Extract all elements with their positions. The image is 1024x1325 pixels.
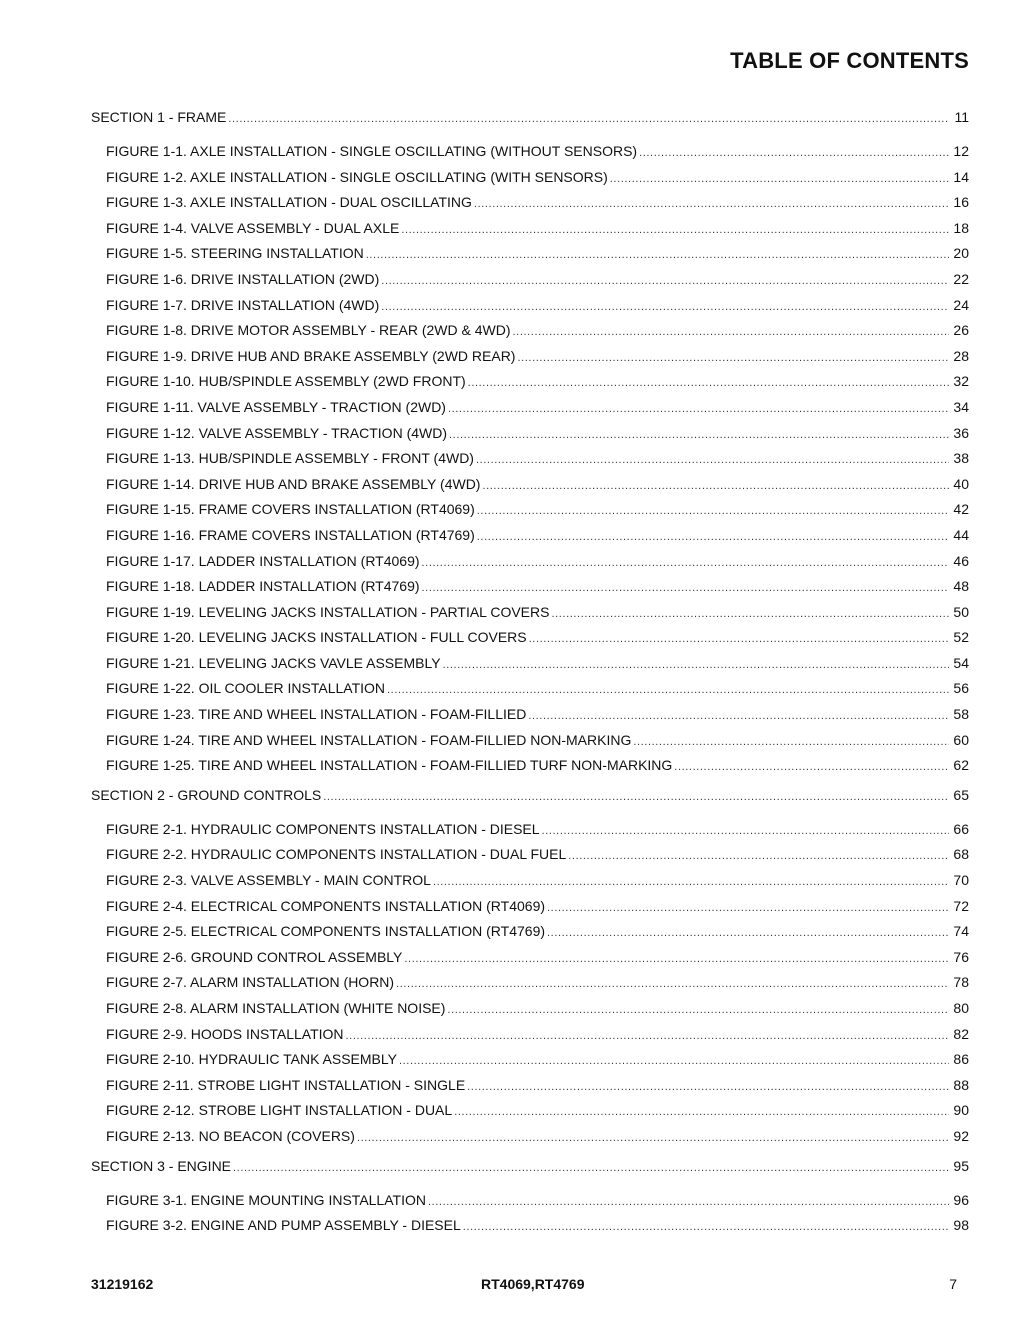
toc-figure-label: FIGURE 2-2. HYDRAULIC COMPONENTS INSTALLATION - DUAL FUEL [106,846,567,863]
toc-figure-entry[interactable] [91,139,969,165]
toc-figure-label: FIGURE 1-1. AXLE INSTALLATION - SINGLE OSCILLATING (WITHOUT SENSORS) [106,143,638,159]
toc-figure-entry[interactable] [91,1098,969,1124]
toc-figure-page: 44 [953,526,969,543]
toc-figure-page: 50 [953,603,969,620]
toc-leader-dots [529,625,949,653]
toc-figure-page: 54 [953,654,969,671]
toc-leader-dots [396,970,949,998]
toc-figure-label: FIGURE 1-2. AXLE INSTALLATION - SINGLE OSCILLATING (WITH SENSORS) [106,168,608,185]
toc-figure-page: 62 [953,757,969,774]
toc-figure-label: FIGURE 1-16. FRAME COVERS INSTALLATION (RT4769) [106,526,475,543]
toc-leader-dots [513,318,949,346]
toc-figure-label: FIGURE 1-5. STEERING INSTALLATION [106,245,364,262]
toc-figure-entry[interactable] [91,293,969,319]
toc-figure-page: 82 [953,1025,969,1042]
toc-section-label: SECTION 2 - GROUND CONTROLS [91,786,322,803]
toc-figure-page: 58 [953,706,969,723]
toc-figure-page: 16 [953,194,969,211]
toc-leader-dots [448,395,949,423]
toc-figure-entry[interactable] [91,574,969,600]
toc-figure-label: FIGURE 1-18. LADDER INSTALLATION (RT4769) [106,578,420,595]
toc-figure-label: FIGURE 2-4. ELECTRICAL COMPONENTS INSTALLATION (RT4069) [106,897,546,914]
toc-leader-dots [517,344,949,372]
toc-figure-entry[interactable] [91,753,969,779]
toc-figure-label: FIGURE 1-10. HUB/SPINDLE ASSEMBLY (2WD FRONT) [106,373,466,390]
toc-leader-dots [477,523,949,551]
toc-figure-page: 92 [953,1127,969,1144]
toc-figure-entry[interactable] [91,549,969,575]
toc-leader-dots [381,293,949,321]
toc-section-label: SECTION 3 - ENGINE [91,1157,232,1174]
toc-figure-entry[interactable] [91,318,969,344]
toc-leader-dots [639,139,949,167]
toc-list [91,105,969,1243]
toc-figure-label: FIGURE 2-5. ELECTRICAL COMPONENTS INSTALLATION (RT4769) [106,923,546,940]
toc-figure-page: 48 [953,578,969,595]
toc-figure-label: FIGURE 1-9. DRIVE HUB AND BRAKE ASSEMBLY (2WD REAR) [106,347,516,364]
toc-figure-entry[interactable] [91,842,969,868]
toc-figure-entry[interactable] [91,970,969,996]
toc-figure-label: FIGURE 1-17. LADDER INSTALLATION (RT4069) [106,552,420,569]
toc-leader-dots [474,190,949,218]
toc-figure-label: FIGURE 1-14. DRIVE HUB AND BRAKE ASSEMBLY (4WD) [106,475,481,492]
toc-figure-label: FIGURE 1-23. TIRE AND WHEEL INSTALLATION - FOAM-FILLIED [106,706,527,723]
toc-figure-page: 70 [953,872,969,889]
toc-figure-page: 98 [953,1217,969,1234]
toc-figure-entry[interactable] [91,344,969,370]
page-title: TABLE OF CONTENTS [730,48,969,73]
toc-figure-label: FIGURE 1-15. FRAME COVERS INSTALLATION (RT4069) [106,501,475,518]
toc-figure-page: 12 [953,143,969,159]
toc-figure-page: 42 [953,501,969,518]
toc-figure-page: 80 [953,1000,969,1016]
toc-figure-label: FIGURE 1-6. DRIVE INSTALLATION (2WD) [106,270,380,287]
footer-doc-number: 31219162 [91,1276,154,1292]
toc-figure-page: 18 [953,219,969,236]
toc-figure-page: 46 [953,552,969,569]
toc-section-entry[interactable] [91,105,969,139]
toc-figure-entry[interactable] [91,216,969,242]
toc-figure-page: 78 [953,974,969,991]
toc-leader-dots [610,165,949,193]
toc-figure-page: 36 [953,424,969,441]
toc-figure-label: FIGURE 1-8. DRIVE MOTOR ASSEMBLY - REAR (2WD & 4WD) [106,322,511,339]
toc-section-page: 65 [953,786,969,803]
toc-leader-dots [449,421,949,449]
toc-leader-dots [447,996,949,1024]
toc-figure-entry[interactable] [91,1213,969,1239]
toc-figure-entry[interactable] [91,1022,969,1048]
toc-figure-page: 22 [953,270,969,287]
toc-figure-entry[interactable] [91,1047,969,1073]
toc-figure-entry[interactable] [91,241,969,267]
toc-figure-label: FIGURE 1-25. TIRE AND WHEEL INSTALLATION - FOAM-FILLIED TURF NON-MARKING [106,757,673,774]
toc-leader-dots [404,945,949,973]
toc-section-page: 95 [953,1157,969,1174]
toc-figure-label: FIGURE 1-13. HUB/SPINDLE ASSEMBLY - FRONT (4WD) [106,450,474,467]
toc-leader-dots [228,105,949,131]
toc-figure-page: 20 [953,245,969,262]
toc-leader-dots [547,919,949,947]
toc-figure-label: FIGURE 3-2. ENGINE AND PUMP ASSEMBLY - DIESEL [106,1217,461,1234]
toc-figure-page: 38 [953,450,969,467]
toc-figure-label: FIGURE 1-24. TIRE AND WHEEL INSTALLATION - FOAM-FILLIED NON-MARKING [106,731,632,748]
toc-figure-entry[interactable] [91,894,969,920]
toc-figure-page: 88 [953,1076,969,1093]
toc-figure-label: FIGURE 2-12. STROBE LIGHT INSTALLATION - DUAL [106,1102,453,1119]
toc-figure-label: FIGURE 2-6. GROUND CONTROL ASSEMBLY [106,948,403,965]
toc-figure-label: FIGURE 1-12. VALVE ASSEMBLY - TRACTION (4WD) [106,424,448,441]
toc-leader-dots [401,216,949,244]
toc-figure-page: 52 [953,629,969,646]
toc-figure-entry[interactable] [91,446,969,472]
toc-figure-entry[interactable] [91,676,969,702]
footer-model: RT4069,RT4769 [481,1276,585,1292]
toc-leader-dots [381,267,949,295]
toc-figure-page: 76 [953,948,969,965]
toc-figure-label: FIGURE 1-20. LEVELING JACKS INSTALLATION - FULL COVERS [106,629,527,646]
toc-leader-dots [477,497,949,525]
toc-leader-dots [467,1073,949,1101]
toc-leader-dots [551,600,949,628]
toc-figure-label: FIGURE 1-7. DRIVE INSTALLATION (4WD) [106,296,380,313]
toc-figure-page: 66 [953,820,969,837]
toc-figure-entry[interactable] [91,190,969,216]
toc-figure-page: 32 [953,373,969,390]
toc-leader-dots [387,676,949,704]
toc-leader-dots [399,1047,949,1075]
toc-figure-entry[interactable] [91,945,969,971]
toc-leader-dots [443,651,949,679]
toc-figure-label: FIGURE 2-7. ALARM INSTALLATION (HORN) [106,974,395,991]
toc-leader-dots [428,1188,949,1216]
toc-figure-page: 90 [953,1102,969,1119]
toc-leader-dots [323,783,949,809]
toc-leader-dots [454,1098,949,1126]
toc-leader-dots [476,446,949,474]
toc-figure-label: FIGURE 2-1. HYDRAULIC COMPONENTS INSTALLATION - DIESEL [106,820,540,837]
toc-figure-entry[interactable] [91,497,969,523]
toc-figure-entry[interactable] [91,817,969,843]
toc-figure-label: FIGURE 2-13. NO BEACON (COVERS) [106,1127,355,1144]
toc-figure-label: FIGURE 2-10. HYDRAULIC TANK ASSEMBLY [106,1051,397,1068]
toc-figure-entry[interactable] [91,165,969,191]
toc-figure-entry[interactable] [91,369,969,395]
toc-figure-entry[interactable] [91,1073,969,1099]
toc-figure-label: FIGURE 3-1. ENGINE MOUNTING INSTALLATION [106,1191,426,1208]
toc-leader-dots [528,702,949,730]
toc-figure-entry[interactable] [91,523,969,549]
toc-figure-label: FIGURE 1-3. AXLE INSTALLATION - DUAL OSCILLATING [106,194,472,211]
toc-leader-dots [568,842,949,870]
toc-section-entry[interactable] [91,783,969,817]
toc-figure-page: 72 [953,897,969,914]
toc-figure-label: FIGURE 1-11. VALVE ASSEMBLY - TRACTION (2WD) [106,398,446,415]
toc-figure-page: 60 [953,731,969,748]
toc-figure-entry[interactable] [91,395,969,421]
toc-figure-page: 68 [953,846,969,863]
toc-section-entry[interactable] [91,1154,969,1188]
toc-leader-dots [468,369,949,397]
toc-leader-dots [422,549,949,577]
toc-figure-label: FIGURE 2-9. HOODS INSTALLATION [106,1025,344,1042]
toc-leader-dots [482,472,949,500]
toc-section-label: SECTION 1 - FRAME [91,109,227,125]
toc-figure-entry[interactable] [91,919,969,945]
toc-figure-page: 28 [953,347,969,364]
toc-leader-dots [433,868,949,896]
toc-figure-label: FIGURE 2-8. ALARM INSTALLATION (WHITE NOISE) [106,1000,446,1016]
toc-figure-label: FIGURE 2-3. VALVE ASSEMBLY - MAIN CONTROL [106,872,431,889]
toc-leader-dots [233,1154,949,1180]
toc-figure-entry[interactable] [91,996,969,1022]
toc-leader-dots [357,1124,949,1152]
toc-figure-page: 26 [953,322,969,339]
toc-figure-label: FIGURE 1-21. LEVELING JACKS VAVLE ASSEMBLY [106,654,441,671]
toc-leader-dots [463,1213,949,1241]
toc-leader-dots [547,894,949,922]
toc-figure-label: FIGURE 1-19. LEVELING JACKS INSTALLATION - PARTIAL COVERS [106,603,550,620]
toc-leader-dots [366,241,949,269]
footer-page-number: 7 [949,1276,957,1292]
toc-figure-page: 56 [953,680,969,697]
toc-figure-label: FIGURE 1-22. OIL COOLER INSTALLATION [106,680,386,697]
toc-figure-entry[interactable] [91,267,969,293]
toc-figure-entry[interactable] [91,421,969,447]
toc-figure-entry[interactable] [91,625,969,651]
toc-figure-page: 34 [953,398,969,415]
toc-figure-page: 96 [953,1191,969,1208]
toc-figure-page: 14 [953,168,969,185]
toc-figure-label: FIGURE 2-11. STROBE LIGHT INSTALLATION - SINGLE [106,1076,466,1093]
toc-figure-page: 40 [953,475,969,492]
toc-figure-entry[interactable] [91,1188,969,1214]
toc-section-page: 11 [954,109,969,125]
toc-leader-dots [422,574,949,602]
toc-figure-entry[interactable] [91,600,969,626]
toc-leader-dots [542,817,949,845]
toc-figure-page: 74 [953,923,969,940]
toc-figure-entry[interactable] [91,868,969,894]
toc-leader-dots [633,728,949,756]
toc-figure-label: FIGURE 1-4. VALVE ASSEMBLY - DUAL AXLE [106,219,400,236]
toc-figure-entry[interactable] [91,1124,969,1150]
toc-leader-dots [674,753,949,781]
toc-figure-entry[interactable] [91,472,969,498]
toc-figure-entry[interactable] [91,728,969,754]
toc-leader-dots [346,1022,949,1050]
toc-figure-page: 86 [953,1051,969,1068]
toc-figure-page: 24 [953,296,969,313]
toc-figure-entry[interactable] [91,702,969,728]
toc-figure-entry[interactable] [91,651,969,677]
